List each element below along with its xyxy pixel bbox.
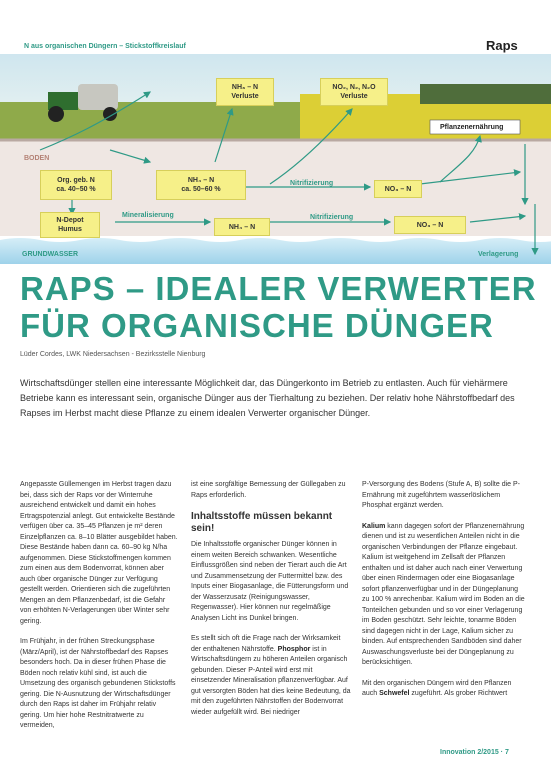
label-leaching: Verlagerung: [478, 251, 519, 258]
box-nh4-lower: NH₄ – N: [214, 218, 270, 236]
box-no3-lower: NO₃ – N: [394, 216, 466, 234]
page-footer: Innovation 2/2015 · 7: [440, 749, 509, 756]
text-column-3: [362, 480, 526, 710]
tree-line: [420, 84, 551, 104]
keyword-phosphor: Phosphor: [277, 645, 311, 653]
running-title: N aus organischen Düngern – Stickstoffkreislauf: [24, 43, 186, 50]
col2-paragraph-3: Es stellt sich oft die Frage nach der Wirksamkeit der enthaltenen Nährstoffe. Phosphor ist in Wirtschaftsdüngern zu höheren Anteilen organisch gebunden. Dieser P-Anteil wird erst mit einsetzender Mineralisation pflanzenverfügbar. Auf gut versorgten Böden hat dies keine Bedeutung, da mit den zugeführten Nährstoffen der Bodenvorrat wieder aufgefüllt wird. Bei niedriger: [191, 635, 351, 716]
text-column-1: [20, 480, 178, 742]
article-lead: Wirtschaftsdünger stellen eine interessante Möglichkeit dar, das Düngerkonto im Betrieb zu entlasten. Auch für viehärmere Betriebe kann es interessant sein, organische Dünger aus der Tierhaltung zu beziehen. Der relativ hohe Nährstoffbedarf des Rapses im Herbst macht diese Pflanze zu einem idealen Verwerter organischer Dünger.: [20, 378, 515, 418]
article-author: Lüder Cordes, LWK Niedersachsen - Bezirksstelle Nienburg: [20, 351, 206, 358]
box-organic-n: Org. geb. N ca. 40–50 %: [40, 170, 112, 200]
text-column-2: [191, 480, 351, 728]
label-groundwater: GRUNDWASSER: [22, 251, 79, 258]
col2-heading: Inhaltsstoffe müssen bekannt sein!: [191, 511, 333, 534]
box-n-depot: N-Depot Humus: [40, 212, 100, 238]
groundwater-layer: [0, 238, 551, 264]
box-no3-upper: NO₃ – N: [374, 180, 422, 198]
box-no2-losses: NO₂, N₂, N₂O Verluste: [320, 78, 388, 106]
article-title-line-2: FÜR ORGANISCHE DÜNGER: [20, 307, 494, 344]
keyword-schwefel: Schwefel: [379, 690, 410, 697]
col1-paragraph-2: Im Frühjahr, in der frühen Streckungsphase (März/April), ist der Nährstoffbedarf des Rapses besonders hoch. Da in dieser frühen Phase die Böden noch relativ kühl sind, ist auch die Umsetzung des organisch gebundenen Stickstoffs gering. Die N-Ausnutzung der Wirtschaftsdünger durch den Raps ist daher im Frühjahr relativ gering. Um hier hohe Restnitratwerte zu vermeiden,: [20, 638, 176, 729]
col2-paragraph-2: Die Inhaltsstoffe organischer Dünger können in einem weiten Bereich schwanken. Wesentliche Einflussgrößen sind neben der Tierart auch die Art und Zusammensetzung der Futtermittel bzw. des Inputs einer Biogasanlage, die Fütterungsform und der Wasserzusatz (Reinigungswasser, Regenwasser). Hier können nur regelmäßige Analysen Licht ins Dunkel bringen.: [191, 541, 349, 622]
nitrogen-cycle-diagram: [0, 54, 551, 264]
col2-paragraph-1: ist eine sorgfältige Bemessung der Güllegaben zu Raps erforderlich.: [191, 481, 346, 499]
col3-paragraph-1: P-Versorgung des Bodens (Stufe A, B) sollte die P-Ernährung mit zugeführtem wasserlöslichem Phosphat ergänzt werden.: [362, 481, 520, 509]
label-soil: BODEN: [24, 155, 50, 162]
label-mineralisation: Mineralisierung: [122, 212, 174, 219]
col3-paragraph-2: Kalium kann dagegen sofort der Pflanzenernährung dienen und ist zu wesentlichen Anteilen nicht in die organischen Verbindungen der Pflanze eingebaut. Kalium ist weitgehend im Zellsaft der Pflanzen enthalten und ist daher auch nach einer Verwertung über einen Rindermagen oder eine Biogasanlage sofort pflanzenverfügbar und in der Düngeplanung zu 100 % anrechenbar. Kalium wird im Boden an die Tonteilchen gebunden und so vor einer Verlagerung im Boden geschützt. Sehr leichte, tonarme Böden sind dagegen nicht in der Lage, Kalium sicher zu binden. Auf entsprechenden Sandböden sind daher Auswaschungsverluste bei der Düngeplanung zu berücksichtigen.: [362, 522, 525, 666]
article-title-line-1: RAPS – IDEALER VERWERTER: [20, 270, 537, 307]
col3-paragraph-3: Mit den organischen Düngern wird den Pflanzen auch Schwefel zugeführt. Als grober Richtwert: [362, 679, 512, 697]
label-plant-nutrition: Pflanzenernährung: [440, 124, 504, 131]
col1-paragraph-1: Angepasste Güllemengen im Herbst tragen dazu bei, dass sich der Raps vor der Winterruhe ausreichend entwickelt und damit ein hohes Ertragspotenzial anlegt. Gut entwickelte Bestände verfügen über ca. 35–45 Pflanzen je m² deren Einzelpflanzen ca. 8–10 Blätter ausgebildet haben. Diese Bestände haben dann ca. 60–90 kg N/ha aufgenommen. Diese Stickstoffmengen kommen zum einen aus dem Bodenvorrat, können aber auch über organische Dünger zur Verfügung gestellt werden. Orientieren sich die zugeführten Mengen an dem Pflanzenbedarf, ist die Gefahr von erhöhten N-Verlagerungen über Winter sehr gering.: [20, 481, 178, 625]
box-nh4-share: NH₄ – N ca. 50–60 %: [156, 170, 246, 200]
label-nitrification-2: Nitrifizierung: [310, 214, 354, 221]
label-nitrification-1: Nitrifizierung: [290, 180, 334, 187]
box-nh3-losses: NH₃ – N Verluste: [216, 78, 274, 106]
section-category: Raps: [486, 38, 518, 53]
keyword-kalium: Kalium: [362, 522, 386, 530]
